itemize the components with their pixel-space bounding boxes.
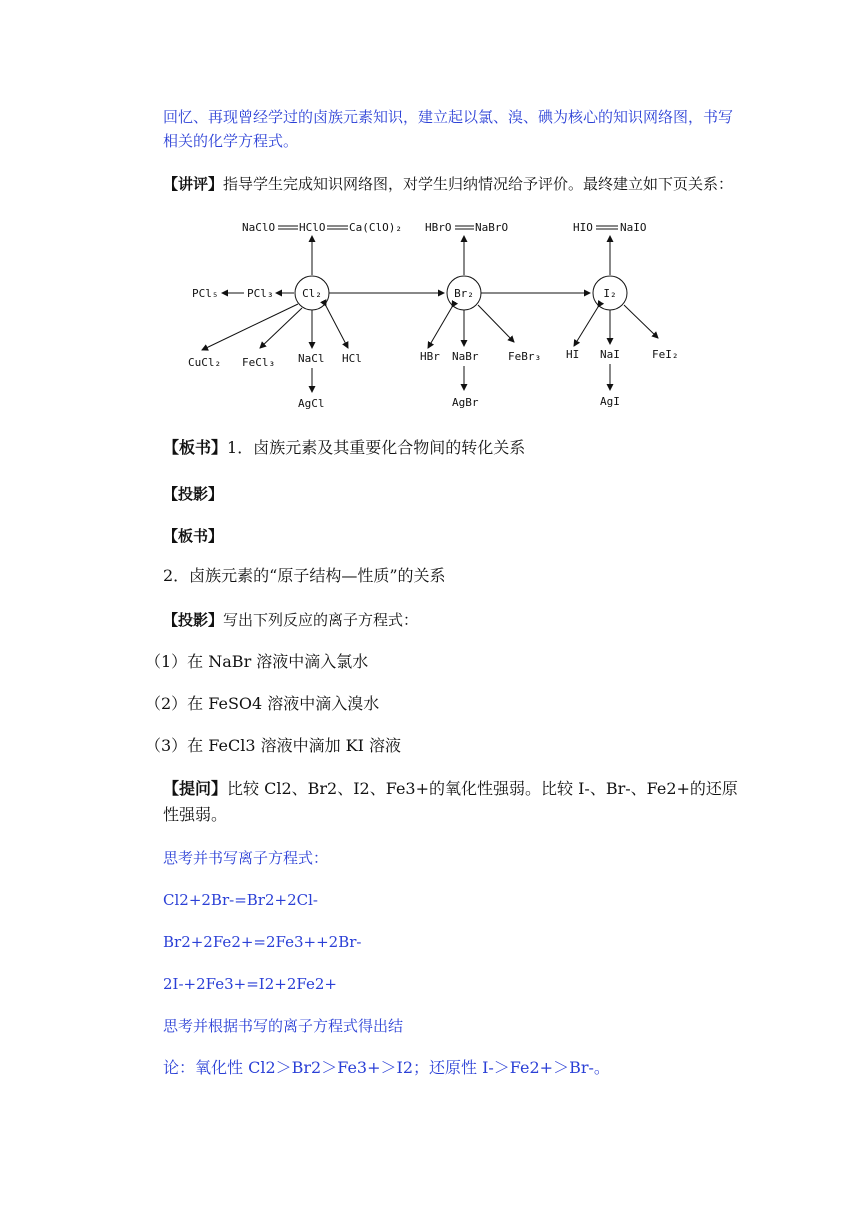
equation-1: Cl2+2Br-=Br2+2Cl- bbox=[163, 891, 318, 909]
hbro-label: HBrO bbox=[425, 221, 452, 234]
i2-label: I₂ bbox=[603, 287, 617, 300]
hcl-label: HCl bbox=[342, 352, 362, 365]
arrow-cl2-fecl3 bbox=[260, 308, 302, 348]
naclo-label: NaClO bbox=[242, 221, 276, 234]
cl2-label: Cl₂ bbox=[302, 287, 322, 300]
hbr-label: HBr bbox=[420, 350, 440, 363]
arrow-br2-febr3 bbox=[478, 305, 514, 342]
board2-line bbox=[163, 524, 743, 548]
hi-label: HI bbox=[566, 348, 580, 361]
hio-label: HIO bbox=[573, 221, 593, 234]
arrow-i2-fei2 bbox=[624, 305, 658, 338]
equation-3: 2I-+2Fe3+=I2+2Fe2+ bbox=[163, 975, 337, 993]
review-text: 指导学生完成知识网络图，对学生归纳情况给予评价。最终建立如下页关系： bbox=[223, 175, 734, 193]
think2-line: 思考并根据书写的离子方程式得出结 bbox=[163, 1017, 404, 1035]
fecl3-label: FeCl₃ bbox=[242, 356, 276, 369]
proj2-text: 写出下列反应的离子方程式： bbox=[223, 611, 419, 629]
nacl-label: NaCl bbox=[298, 352, 325, 365]
arrow-cl2-hcl bbox=[326, 306, 348, 348]
agi-label: AgI bbox=[600, 395, 620, 408]
nabro-label: NaBrO bbox=[475, 221, 509, 234]
question-tag: 【提问】 bbox=[163, 779, 228, 798]
item-1: （1）在 NaBr 溶液中滴入氯水 bbox=[145, 652, 369, 671]
pcl3-label: PCl₃ bbox=[247, 287, 274, 300]
agcl-label: AgCl bbox=[298, 397, 325, 410]
board1-text: 1．卤族元素及其重要化合物间的转化关系 bbox=[227, 438, 526, 457]
review-tag: 【讲评】 bbox=[163, 175, 224, 193]
hclo-caclo2-equilibrium bbox=[327, 226, 348, 229]
proj1-line bbox=[163, 482, 743, 506]
halogen-network-diagram bbox=[180, 210, 700, 415]
naclo-hclo-equilibrium bbox=[278, 226, 298, 229]
febr3-label: FeBr₃ bbox=[508, 350, 542, 363]
item-2: （2）在 FeSO4 溶液中滴入溴水 bbox=[145, 694, 380, 713]
question-paragraph bbox=[163, 776, 743, 828]
caclo2-label: Ca(ClO)₂ bbox=[349, 221, 402, 234]
arrow-cl2-cucl2 bbox=[202, 304, 298, 350]
equation-2: Br2+2Fe2+=2Fe3++2Br- bbox=[163, 933, 362, 951]
proj2-tag: 【投影】 bbox=[163, 611, 224, 629]
naio-label: NaIO bbox=[620, 221, 647, 234]
board2-tag: 【板书】 bbox=[163, 527, 224, 545]
question-text: 比较 Cl2、Br2、I2、Fe3+的氧化性强弱。比较 I-、Br-、Fe2+的还原性强弱。 bbox=[163, 779, 738, 824]
board1-tag: 【板书】 bbox=[163, 438, 228, 457]
item-3: （3）在 FeCl3 溶液中滴加 KI 溶液 bbox=[145, 736, 402, 755]
arrow-i2-hi bbox=[574, 307, 598, 346]
review-paragraph bbox=[163, 172, 743, 196]
br2-label: Br₂ bbox=[454, 287, 474, 300]
pcl5-label: PCl₅ bbox=[192, 287, 219, 300]
think1-line: 思考并书写离子方程式： bbox=[163, 849, 329, 867]
board1-line bbox=[163, 436, 743, 460]
heading2: 2．卤族元素的“原子结构—性质”的关系 bbox=[163, 566, 446, 585]
intro-paragraph: 回忆、再现曾经学过的卤族元素知识，建立起以氯、溴、碘为核心的知识网络图，书写相关的化学方程式。 bbox=[163, 108, 734, 150]
hio-naio-equilibrium bbox=[596, 226, 618, 229]
agbr-label: AgBr bbox=[452, 396, 479, 409]
nabr-label: NaBr bbox=[452, 350, 479, 363]
cucl2-label: CuCl₂ bbox=[188, 356, 222, 369]
proj1-tag: 【投影】 bbox=[163, 485, 224, 503]
arrow-br2-hbr bbox=[428, 307, 452, 348]
hbro-nabro-equilibrium bbox=[455, 226, 474, 229]
fei2-label: FeI₂ bbox=[652, 348, 679, 361]
proj2-line bbox=[163, 608, 743, 632]
hclo-label: HClO bbox=[299, 221, 326, 234]
nai-label: NaI bbox=[600, 348, 620, 361]
conclusion-line: 论：氧化性 Cl2＞Br2＞Fe3+＞I2；还原性 I-＞Fe2+＞Br-。 bbox=[163, 1058, 610, 1077]
